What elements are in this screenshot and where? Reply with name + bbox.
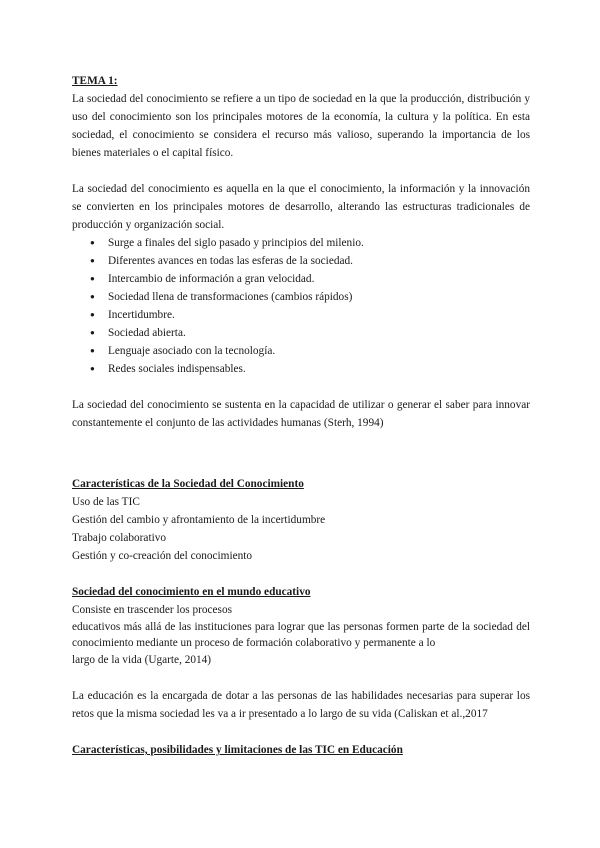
characteristic-item: Trabajo colaborativo bbox=[72, 532, 167, 544]
spacer bbox=[72, 723, 530, 741]
bullet-list bbox=[72, 234, 530, 378]
paragraph-line: largo de la vida (Ugarte, 2014) bbox=[72, 654, 212, 666]
document-page bbox=[72, 72, 530, 759]
spacer bbox=[72, 468, 530, 475]
section-title-tema1: TEMA 1: bbox=[72, 75, 118, 87]
list-item: ● Surge a finales del siglo pasado y principios del milenio. bbox=[72, 234, 530, 252]
spacer bbox=[72, 565, 530, 583]
paragraph-educativo: educativos más allá de las instituciones para lograr que las personas formen parte de la sociedad del conocimiento mediante un proceso de formación colaborativo y permanente a lo bbox=[72, 621, 530, 649]
list-item: ● Diferentes avances en todas las esferas de la sociedad. bbox=[72, 252, 530, 270]
list-item: ● Intercambio de información a gran velocidad. bbox=[72, 270, 530, 288]
list-item: ● Sociedad llena de transformaciones (cambios rápidos) bbox=[72, 288, 530, 306]
paragraph-educacion: La educación es la encargada de dotar a las personas de las habilidades necesarias para superar los retos que la misma sociedad les va a ir presentado a lo largo de su vida (Caliskan et al.,2017 bbox=[72, 690, 530, 720]
section-title-educativo: Sociedad del conocimiento en el mundo educativo bbox=[72, 586, 311, 598]
section-title-tic: Características, posibilidades y limitaciones de las TIC en Educación bbox=[72, 744, 403, 756]
spacer bbox=[72, 162, 530, 180]
spacer bbox=[72, 669, 530, 687]
spacer bbox=[72, 378, 530, 396]
list-item: ● Incertidumbre. bbox=[72, 306, 530, 324]
characteristic-item: Gestión del cambio y afrontamiento de la incertidumbre bbox=[72, 514, 326, 526]
paragraph-definition-2: La sociedad del conocimiento es aquella en la que el conocimiento, la información y la innovación se convierten en los principales motores de desarrollo, alterando las estructuras tradicionales de producción y organización social. bbox=[72, 183, 530, 231]
section-title-caracteristicas: Características de la Sociedad del Conocimiento bbox=[72, 478, 304, 490]
list-item: ● Lenguaje asociado con la tecnología. bbox=[72, 342, 530, 360]
paragraph-sustento: La sociedad del conocimiento se sustenta en la capacidad de utilizar o generar el saber para innovar constantemente el conjunto de las actividades humanas (Sterh, 1994) bbox=[72, 399, 530, 429]
list-item: ● Redes sociales indispensables. bbox=[72, 360, 530, 378]
paragraph-line: Consiste en trascender los procesos bbox=[72, 604, 232, 616]
paragraph-definition: La sociedad del conocimiento se refiere a un tipo de sociedad en la que la producción, distribución y uso del conocimiento son los principales motores de la economía, la cultura y la política. En esta sociedad, el conocimiento se considera el recurso más valioso, superando la importancia de los bienes materiales o el capital físico. bbox=[72, 93, 530, 159]
characteristic-item: Gestión y co-creación del conocimiento bbox=[72, 550, 253, 562]
characteristic-item: Uso de las TIC bbox=[72, 496, 140, 508]
list-item: ● Sociedad abierta. bbox=[72, 324, 530, 342]
spacer bbox=[72, 432, 530, 468]
